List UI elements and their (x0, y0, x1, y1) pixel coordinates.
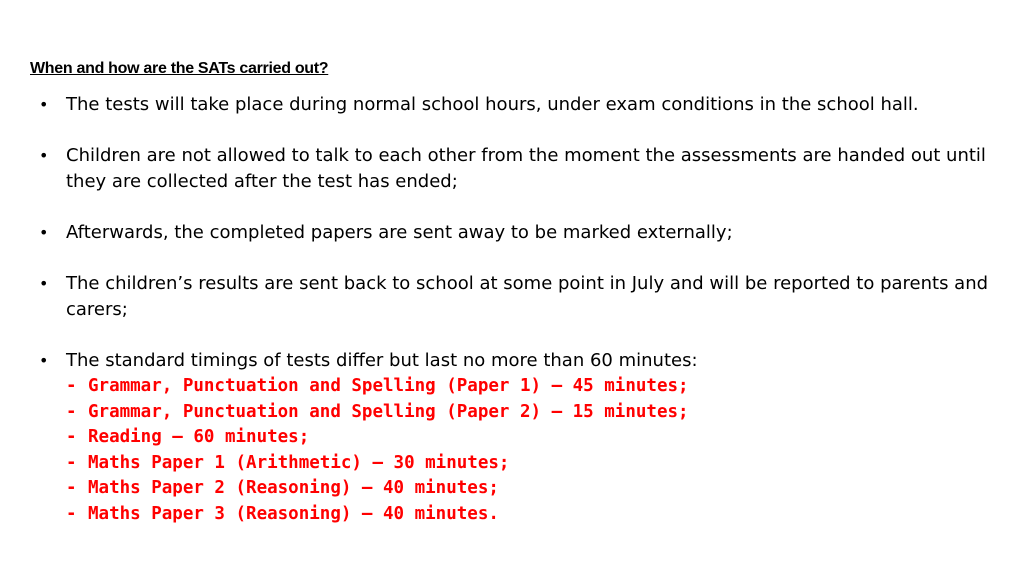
bullet-text: Children are not allowed to talk to each other from the moment the assessments are handed out until they are collected after the test has ended; (66, 145, 986, 192)
slide-title: When and how are the SATs carried out? (30, 60, 329, 77)
dash-icon: - (66, 503, 77, 524)
timing-item (66, 400, 992, 426)
bullet-item (32, 92, 992, 118)
bullet-icon: • (39, 223, 49, 242)
dash-icon: - (66, 452, 77, 473)
bullet-icon: • (39, 146, 49, 165)
bullet-text: The tests will take place during normal school hours, under exam conditions in the school hall. (66, 94, 919, 115)
timing-item (66, 502, 992, 528)
timing-text: Grammar, Punctuation and Spelling (Paper 2) – 15 minutes; (88, 401, 689, 422)
timing-item (66, 425, 992, 451)
bullet-item (32, 348, 992, 528)
dash-icon: - (66, 427, 77, 448)
dash-icon: - (66, 478, 77, 499)
bullet-text: The children’s results are sent back to school at some point in July and will be reported to parents and carers; (66, 273, 989, 320)
bullet-item (32, 220, 992, 246)
timing-text: Maths Paper 1 (Arithmetic) – 30 minutes; (88, 452, 510, 473)
dash-icon: - (66, 401, 77, 422)
timing-item (66, 476, 992, 502)
timing-text: Maths Paper 2 (Reasoning) – 40 minutes; (88, 478, 499, 499)
bullet-icon: • (39, 274, 49, 293)
bullet-text: The standard timings of tests differ but last no more than 60 minutes: (66, 350, 698, 371)
bullet-icon: • (39, 95, 49, 114)
timing-item (66, 451, 992, 477)
timing-item (66, 374, 992, 400)
bullet-item (32, 271, 992, 323)
dash-icon: - (66, 376, 77, 396)
bullet-icon: • (39, 351, 49, 370)
timing-text: Reading – 60 minutes; (88, 427, 310, 448)
timing-text: Grammar, Punctuation and Spelling (Paper 1) – 45 minutes; (88, 376, 689, 396)
bullet-text: Afterwards, the completed papers are sent away to be marked externally; (66, 222, 733, 243)
bullet-item (32, 143, 992, 195)
timing-text: Maths Paper 3 (Reasoning) – 40 minutes. (88, 503, 499, 524)
timings-list (66, 374, 992, 528)
bullet-list (32, 92, 992, 528)
